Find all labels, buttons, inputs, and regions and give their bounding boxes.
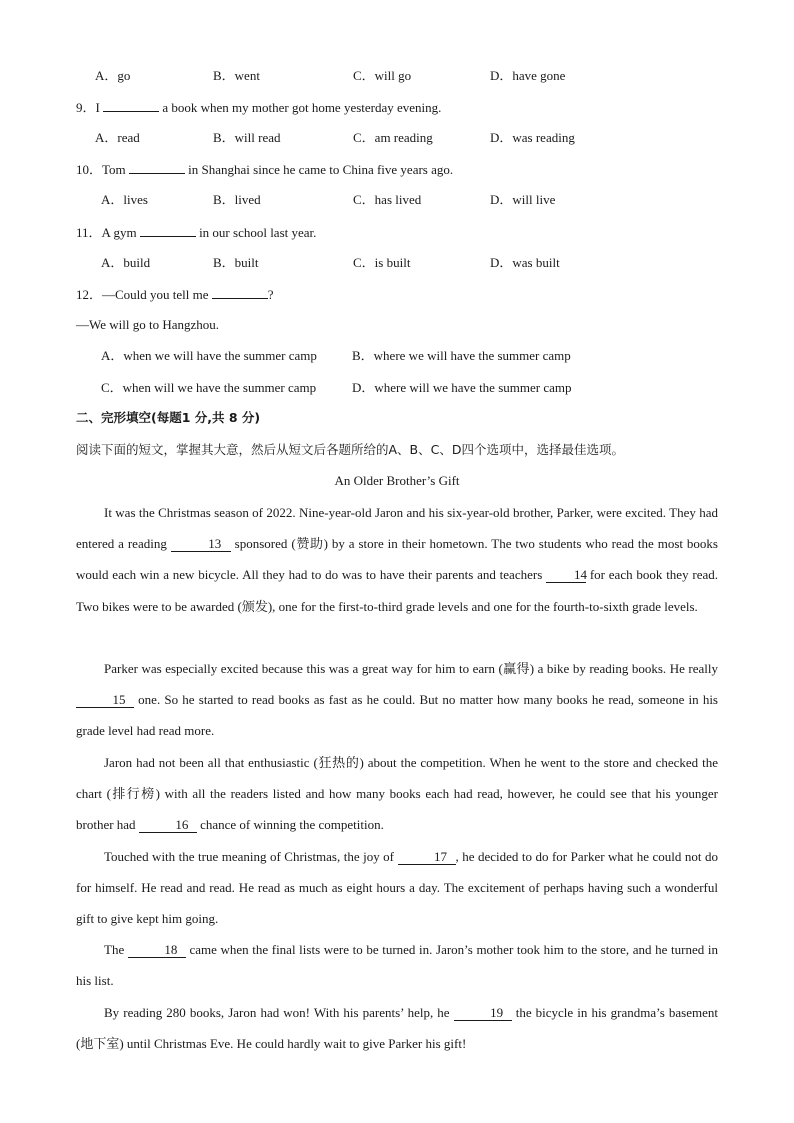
q11-option-a: A．build bbox=[101, 255, 151, 270]
q9-option-c: C．am reading bbox=[353, 130, 433, 145]
q10-option-c: C．has lived bbox=[353, 192, 422, 207]
q9-stem-end: a book when my mother got home yesterday evening. bbox=[159, 100, 442, 115]
q11-option-c: C．is built bbox=[353, 255, 411, 270]
q8-option-a: A．go bbox=[95, 68, 131, 83]
q12-stem-end: ? bbox=[267, 287, 274, 302]
blank-15: 15 bbox=[76, 692, 134, 708]
q8-option-b: B．went bbox=[213, 68, 260, 83]
passage-paragraph-6 bbox=[76, 997, 718, 1059]
q12-option-c: C．when will we have the summer camp bbox=[101, 380, 317, 395]
p4-text-b: , he decided to do for Parker what he could not do for himself. He read and read. He read as much as eight hours a day. The excitement of perhaps having such a wonderful gift to give kept him going. bbox=[76, 849, 718, 927]
p6-text-a: By reading 280 books, Jaron had won! With his parents’ help, he bbox=[104, 1005, 454, 1020]
p3-text-a: Jaron had not been all that enthusiastic (狂热的) about the competition. When he went to the store and checked the chart (排行榜) with all the readers listed and how many books each had read, however, he could see that his younger brother had bbox=[76, 755, 718, 833]
passage-paragraph-2 bbox=[76, 653, 718, 747]
p5-text-b: came when the final lists were to be turned in. Jaron’s mother took him to the store, and he turned in his list. bbox=[76, 942, 718, 989]
p1-text-c: for each book they read. Two bikes were to be awarded (颁发), one for the first-to-third grade levels and one for the fourth-to-sixth grade levels. bbox=[76, 567, 718, 614]
q9-option-a: A．read bbox=[95, 130, 140, 145]
q12-option-d: D．where will we have the summer camp bbox=[352, 380, 572, 395]
question-12 bbox=[76, 285, 274, 304]
passage-paragraph-3 bbox=[76, 747, 718, 841]
p6-text-b: the bicycle in his grandma’s basement (地下室) until Christmas Eve. He could hardly wait to give Parker his gift! bbox=[76, 1005, 718, 1052]
section-heading: 二、完形填空(每题1 分,共 8 分) bbox=[76, 410, 261, 425]
blank-14: 14 bbox=[546, 567, 586, 583]
passage-paragraph-5 bbox=[76, 934, 718, 996]
q11-blank bbox=[140, 223, 196, 237]
q12-stem-start: 12．—Could you tell me bbox=[76, 287, 212, 302]
q9-option-d: D．was reading bbox=[490, 130, 575, 145]
q10-stem-start: 10．Tom bbox=[76, 162, 129, 177]
q11-stem-end: in our school last year. bbox=[195, 225, 317, 240]
q12-option-a: A．when we will have the summer camp bbox=[101, 348, 317, 363]
q9-blank bbox=[103, 98, 159, 112]
p3-text-b: chance of winning the competition. bbox=[196, 817, 384, 833]
q10-option-a: A．lives bbox=[101, 192, 148, 207]
q10-stem-end: in Shanghai since he came to China five years ago. bbox=[184, 162, 454, 177]
passage-paragraph-1 bbox=[76, 497, 718, 622]
p1-text-b: sponsored (赞助) by a store in their hometown. The two students who read the most books would each win a new bicycle. All they had to do was to have their parents and teachers bbox=[76, 536, 718, 583]
p2-text-a: Parker was especially excited because this was a great way for him to earn (赢得) a bike by reading books. He really bbox=[104, 661, 718, 676]
q12-answer-line: —We will go to Hangzhou. bbox=[76, 317, 220, 332]
q12-blank bbox=[212, 285, 268, 299]
blank-16: 16 bbox=[139, 817, 197, 833]
blank-19: 19 bbox=[454, 1005, 512, 1021]
passage-paragraph-4 bbox=[76, 841, 718, 935]
blank-13: 13 bbox=[171, 536, 231, 552]
q8-option-d: D．have gone bbox=[490, 68, 566, 83]
p2-text-b: one. So he started to read books as fast as he could. But no matter how many books he read, someone in his grade level had read more. bbox=[76, 692, 718, 739]
q10-blank bbox=[129, 160, 185, 174]
question-11 bbox=[76, 223, 316, 242]
q10-option-d: D．will live bbox=[490, 192, 556, 207]
q9-option-b: B．will read bbox=[213, 130, 281, 145]
q11-option-d: D．was built bbox=[490, 255, 560, 270]
passage-title: An Older Brother’s Gift bbox=[334, 473, 460, 488]
question-9 bbox=[76, 98, 441, 117]
p5-text-a: The bbox=[104, 942, 128, 957]
q8-option-c: C．will go bbox=[353, 68, 412, 83]
blank-18: 18 bbox=[128, 942, 186, 958]
q9-stem-start: 9．I bbox=[76, 100, 104, 115]
p1-text-a: It was the Christmas season of 2022. Nine-year-old Jaron and his six-year-old brother, Parker, were excited. They had entered a reading bbox=[76, 505, 718, 552]
blank-17: 17 bbox=[398, 849, 456, 865]
q10-option-b: B．lived bbox=[213, 192, 261, 207]
q12-option-b: B．where we will have the summer camp bbox=[352, 348, 571, 363]
section-instruction: 阅读下面的短文，掌握其大意，然后从短文后各题所给的A、B、C、D四个选项中，选择最佳选项。 bbox=[76, 442, 624, 457]
p4-text-a: Touched with the true meaning of Christmas, the joy of bbox=[104, 849, 398, 864]
question-10 bbox=[76, 160, 453, 179]
q11-stem-start: 11．A gym bbox=[76, 225, 140, 240]
q11-option-b: B．built bbox=[213, 255, 259, 270]
